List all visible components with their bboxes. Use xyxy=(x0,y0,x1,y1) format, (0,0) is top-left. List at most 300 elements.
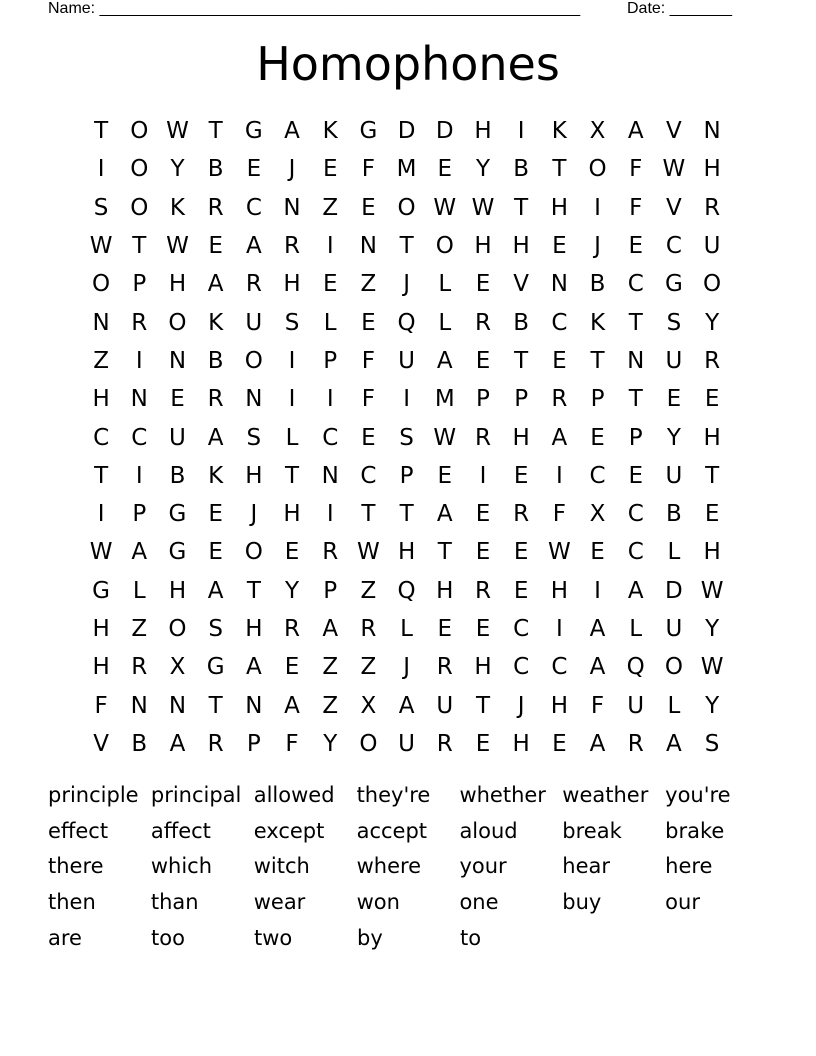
grid-letter: H xyxy=(397,539,416,566)
grid-letter: N xyxy=(550,271,568,298)
grid-row xyxy=(82,189,732,227)
grid-letter: U xyxy=(436,692,454,719)
grid-row xyxy=(82,303,732,341)
grid-letter: L xyxy=(438,309,452,336)
grid-letter: U xyxy=(703,233,721,260)
grid-letter: A xyxy=(589,616,606,642)
grid-letter: E xyxy=(361,194,376,221)
grid-letter: A xyxy=(436,501,453,528)
grid-letter: C xyxy=(322,424,339,451)
grid-letter: Y xyxy=(666,424,681,451)
grid-letter: I xyxy=(555,616,563,642)
grid-letter: U xyxy=(245,309,263,336)
grid-letter: T xyxy=(705,462,720,489)
word-item: allowed xyxy=(253,782,335,807)
grid-letter: L xyxy=(667,692,681,719)
grid-letter: S xyxy=(704,730,720,757)
grid-letter: E xyxy=(437,616,453,642)
grid-letter: G xyxy=(664,271,683,298)
grid-letter: Q xyxy=(397,309,416,336)
grid-letter: E xyxy=(322,156,338,183)
grid-letter: O xyxy=(664,654,683,681)
grid-letter: O xyxy=(359,730,378,757)
grid-row xyxy=(82,725,732,763)
grid-row xyxy=(82,686,732,724)
grid-letter: W xyxy=(662,156,686,183)
grid-letter: Q xyxy=(626,654,645,681)
word-item: weather xyxy=(562,782,649,807)
grid-letter: R xyxy=(436,730,453,757)
grid-letter: E xyxy=(475,616,491,642)
grid-letter: P xyxy=(323,577,338,604)
grid-letter: P xyxy=(323,347,338,374)
word-item: buy xyxy=(562,889,602,914)
grid-letter: O xyxy=(588,156,607,183)
grid-letter: V xyxy=(666,194,682,221)
grid-letter: F xyxy=(629,194,643,221)
grid-letter: C xyxy=(93,424,110,451)
grid-letter: I xyxy=(555,462,563,489)
grid-letter: R xyxy=(474,577,491,604)
grid-letter: W xyxy=(357,539,380,566)
grid-letter: I xyxy=(97,156,105,183)
grid-letter: J xyxy=(594,233,601,260)
grid-letter: T xyxy=(628,386,643,413)
grid-letter: Y xyxy=(705,309,720,336)
grid-letter: K xyxy=(169,194,186,221)
grid-letter: H xyxy=(92,654,110,681)
grid-letter: J xyxy=(288,156,296,183)
grid-letter: O xyxy=(168,616,187,642)
grid-letter: U xyxy=(665,616,683,642)
grid-letter: H xyxy=(474,233,492,260)
grid-row xyxy=(82,380,732,418)
grid-letter: E xyxy=(437,156,453,183)
grid-letter: D xyxy=(435,118,454,145)
grid-letter: N xyxy=(703,118,721,145)
grid-letter: E xyxy=(170,386,185,413)
grid-letter: T xyxy=(628,309,643,336)
grid-letter: H xyxy=(168,271,187,298)
word-item: too xyxy=(151,925,185,950)
grid-letter: C xyxy=(513,654,530,681)
grid-letter: A xyxy=(666,730,682,757)
word-item: by xyxy=(357,925,383,950)
grid-letter: R xyxy=(551,386,568,413)
grid-letter: E xyxy=(208,233,223,260)
grid-letter: O xyxy=(168,309,187,336)
name-label: Name: ______________________________________________________ xyxy=(48,0,581,17)
grid-letter: H xyxy=(550,194,568,221)
grid-letter: G xyxy=(244,118,263,145)
word-item: here xyxy=(665,854,713,879)
word-row xyxy=(48,920,768,956)
grid-letter: B xyxy=(207,347,224,374)
grid-row xyxy=(82,227,732,265)
grid-letter: I xyxy=(288,347,296,374)
grid-letter: R xyxy=(207,386,224,413)
grid-letter: L xyxy=(323,309,337,336)
grid-letter: C xyxy=(627,501,644,528)
grid-letter: T xyxy=(285,462,300,489)
word-item: than xyxy=(150,889,199,914)
grid-letter: U xyxy=(665,462,683,489)
grid-letter: R xyxy=(627,730,644,757)
grid-letter: Y xyxy=(705,692,720,719)
grid-letter: G xyxy=(359,118,378,145)
grid-letter: E xyxy=(322,271,338,298)
grid-letter: H xyxy=(474,118,492,145)
grid-letter: Y xyxy=(475,156,490,183)
grid-letter: A xyxy=(551,424,568,451)
grid-letter: I xyxy=(517,118,525,145)
grid-letter: E xyxy=(284,654,300,681)
grid-letter: F xyxy=(361,156,376,183)
grid-letter: R xyxy=(131,309,148,336)
grid-letter: E xyxy=(552,233,567,260)
grid-letter: W xyxy=(433,424,457,451)
grid-letter: Q xyxy=(397,577,416,604)
grid-letter: F xyxy=(590,692,605,719)
grid-letter: O xyxy=(244,347,263,374)
grid-letter: R xyxy=(360,616,377,642)
word-row xyxy=(48,884,768,920)
grid-letter: G xyxy=(92,577,110,604)
grid-letter: Z xyxy=(322,194,339,221)
grid-letter: O xyxy=(130,118,149,145)
grid-letter: I xyxy=(135,462,143,489)
grid-letter: T xyxy=(94,462,109,489)
grid-letter: R xyxy=(284,233,301,260)
grid-letter: H xyxy=(550,577,568,604)
grid-letter: N xyxy=(168,347,187,374)
grid-letter: Z xyxy=(360,654,377,681)
grid-letter: I xyxy=(479,462,487,489)
grid-letter: B xyxy=(131,730,148,757)
grid-letter: N xyxy=(168,692,187,719)
grid-letter: B xyxy=(589,271,606,298)
grid-letter: H xyxy=(283,271,301,298)
grid-letter: S xyxy=(666,309,682,336)
grid-letter: I xyxy=(288,386,296,413)
grid-letter: A xyxy=(284,118,300,145)
word-item: won xyxy=(356,889,400,914)
grid-letter: V xyxy=(666,118,682,145)
grid-letter: R xyxy=(245,271,262,298)
grid-letter: H xyxy=(474,654,492,681)
grid-letter: W xyxy=(547,539,571,566)
grid-letter: C xyxy=(589,462,606,489)
word-list xyxy=(48,777,768,955)
grid-letter: T xyxy=(399,501,414,528)
grid-letter: E xyxy=(628,233,643,260)
grid-letter: O xyxy=(130,156,149,183)
grid-letter: H xyxy=(92,616,110,642)
grid-letter: Z xyxy=(131,616,148,642)
grid-row xyxy=(82,495,732,533)
grid-letter: P xyxy=(132,501,147,528)
word-item: where xyxy=(356,854,422,879)
grid-letter: E xyxy=(513,539,529,566)
grid-letter: W xyxy=(166,233,189,260)
grid-letter: E xyxy=(475,730,491,757)
grid-letter: E xyxy=(666,386,682,413)
grid-letter: Z xyxy=(360,271,377,298)
grid-letter: T xyxy=(94,118,109,145)
word-item: affect xyxy=(150,818,211,843)
grid-letter: V xyxy=(93,730,109,757)
grid-letter: K xyxy=(208,462,224,489)
grid-letter: E xyxy=(361,309,376,336)
grid-letter: I xyxy=(326,501,334,528)
grid-letter: W xyxy=(700,654,724,681)
grid-letter: O xyxy=(397,194,416,221)
grid-letter: N xyxy=(92,309,110,336)
grid-letter: A xyxy=(207,424,224,451)
grid-letter: Z xyxy=(322,654,339,681)
grid-letter: Z xyxy=(322,692,339,719)
word-item: aloud xyxy=(459,818,518,843)
grid-letter: I xyxy=(403,386,410,413)
grid-letter: C xyxy=(360,462,377,489)
grid-letter: E xyxy=(513,462,529,489)
grid-letter: R xyxy=(513,501,530,528)
grid-letter: L xyxy=(400,616,413,642)
grid-letter: W xyxy=(433,194,457,221)
grid-letter: R xyxy=(704,194,721,221)
grid-letter: N xyxy=(130,692,148,719)
grid-letter: D xyxy=(397,118,416,145)
grid-letter: X xyxy=(589,501,606,528)
grid-letter: J xyxy=(517,692,525,719)
grid-letter: A xyxy=(169,730,186,757)
grid-letter: N xyxy=(321,462,339,489)
word-item: break xyxy=(562,818,622,843)
grid-letter: R xyxy=(131,654,148,681)
grid-letter: A xyxy=(627,118,644,145)
grid-letter: A xyxy=(207,577,224,604)
grid-letter: S xyxy=(246,424,262,451)
grid-letter: T xyxy=(475,692,490,719)
grid-letter: T xyxy=(552,156,567,183)
grid-row xyxy=(82,572,732,610)
grid-letter: Z xyxy=(93,347,109,374)
grid-letter: T xyxy=(361,501,376,528)
grid-letter: P xyxy=(476,386,490,413)
grid-letter: P xyxy=(514,386,529,413)
date-label: Date: _______ xyxy=(627,0,732,17)
grid-letter: H xyxy=(92,386,110,413)
grid-letter: I xyxy=(97,501,105,528)
grid-letter: E xyxy=(437,462,453,489)
grid-letter: G xyxy=(206,654,225,681)
word-item: brake xyxy=(665,818,725,843)
grid-letter: R xyxy=(474,309,491,336)
grid-letter: L xyxy=(132,577,146,604)
page-title: Homophones xyxy=(256,37,560,91)
word-item: one xyxy=(459,889,499,914)
grid-letter: B xyxy=(169,462,186,489)
word-item: two xyxy=(254,925,293,950)
grid-letter: N xyxy=(283,194,301,221)
grid-letter: U xyxy=(398,347,416,374)
grid-letter: N xyxy=(245,386,263,413)
grid-letter: N xyxy=(627,347,645,374)
grid-letter: T xyxy=(437,539,452,566)
grid-letter: A xyxy=(245,233,262,260)
grid-letter: P xyxy=(399,462,414,489)
grid-letter: I xyxy=(594,194,601,221)
grid-letter: F xyxy=(361,386,376,413)
grid-letter: H xyxy=(703,539,721,566)
grid-letter: F xyxy=(285,730,299,757)
grid-row xyxy=(82,457,732,495)
word-item: effect xyxy=(48,818,109,843)
grid-letter: R xyxy=(436,654,453,681)
grid-letter: Y xyxy=(323,730,338,757)
grid-letter: M xyxy=(434,386,455,413)
word-item: except xyxy=(253,818,325,843)
grid-letter: S xyxy=(399,424,414,451)
grid-letter: J xyxy=(403,654,410,681)
worksheet-header xyxy=(48,0,748,20)
grid-letter: O xyxy=(244,539,263,566)
grid-letter: X xyxy=(169,654,186,681)
grid-letter: H xyxy=(436,577,454,604)
grid-letter: E xyxy=(552,730,567,757)
grid-letter: H xyxy=(703,156,721,183)
grid-letter: T xyxy=(514,194,529,221)
grid-letter: L xyxy=(438,271,452,298)
grid-letter: N xyxy=(245,692,263,719)
grid-letter: Z xyxy=(360,577,377,604)
grid-letter: E xyxy=(628,462,643,489)
word-item: are xyxy=(48,925,82,950)
grid-letter: A xyxy=(245,654,262,681)
grid-letter: T xyxy=(514,347,529,374)
word-item: there xyxy=(48,854,104,879)
grid-letter: E xyxy=(208,539,223,566)
grid-letter: R xyxy=(474,424,491,451)
grid-row xyxy=(82,648,732,686)
grid-letter: E xyxy=(513,577,529,604)
grid-letter: A xyxy=(207,271,224,298)
grid-letter: H xyxy=(512,424,530,451)
grid-letter: S xyxy=(284,309,300,336)
grid-letter: U xyxy=(398,730,416,757)
grid-letter: T xyxy=(208,118,223,145)
grid-letter: A xyxy=(398,692,415,719)
grid-letter: H xyxy=(245,616,263,642)
word-item: they're xyxy=(356,782,431,807)
word-row xyxy=(48,813,768,849)
grid-letter: U xyxy=(665,347,683,374)
word-row xyxy=(48,848,768,884)
grid-letter: E xyxy=(475,501,491,528)
grid-letter: R xyxy=(207,730,224,757)
grid-letter: F xyxy=(361,347,376,374)
grid-letter: C xyxy=(551,654,568,681)
grid-letter: S xyxy=(208,616,223,642)
word-item: witch xyxy=(253,854,310,879)
grid-row xyxy=(82,342,732,380)
grid-letter: O xyxy=(703,271,722,298)
grid-letter: A xyxy=(322,616,339,642)
grid-letter: M xyxy=(396,156,417,183)
grid-letter: T xyxy=(246,577,261,604)
grid-letter: P xyxy=(246,730,261,757)
grid-row xyxy=(82,418,732,456)
grid-row xyxy=(82,265,732,303)
grid-letter: T xyxy=(399,233,414,260)
grid-letter: J xyxy=(250,501,258,528)
grid-letter: R xyxy=(284,616,301,642)
grid-letter: I xyxy=(326,233,334,260)
grid-letter: X xyxy=(589,118,606,145)
grid-letter: X xyxy=(360,692,377,719)
grid-letter: E xyxy=(475,539,491,566)
grid-letter: H xyxy=(512,730,530,757)
grid-letter: A xyxy=(131,539,148,566)
word-item: which xyxy=(150,854,213,879)
grid-letter: N xyxy=(130,386,148,413)
grid-letter: Y xyxy=(705,616,720,642)
word-item: to xyxy=(460,925,482,950)
grid-letter: A xyxy=(627,577,644,604)
grid-letter: R xyxy=(322,539,339,566)
grid-letter: O xyxy=(92,271,111,298)
grid-letter: C xyxy=(551,309,568,336)
grid-letter: H xyxy=(245,462,263,489)
grid-letter: H xyxy=(168,577,187,604)
grid-letter: S xyxy=(93,194,109,221)
grid-letter: K xyxy=(208,309,224,336)
word-item: your xyxy=(459,854,507,879)
grid-letter: A xyxy=(589,654,606,681)
grid-letter: E xyxy=(284,539,300,566)
grid-letter: T xyxy=(590,347,605,374)
grid-letter: W xyxy=(89,539,113,566)
grid-letter: B xyxy=(513,309,530,336)
grid-letter: O xyxy=(435,233,454,260)
grid-letter: F xyxy=(629,156,643,183)
grid-letter: F xyxy=(552,501,566,528)
grid-letter: W xyxy=(89,233,113,260)
grid-letter: E xyxy=(361,424,376,451)
grid-letter: E xyxy=(590,424,605,451)
grid-letter: O xyxy=(130,194,149,221)
word-item: you're xyxy=(665,782,731,807)
word-item: wear xyxy=(253,889,306,914)
grid-letter: T xyxy=(208,692,223,719)
grid-row xyxy=(82,533,732,571)
grid-letter: P xyxy=(590,386,605,413)
letter-grid xyxy=(82,112,732,763)
grid-letter: R xyxy=(704,347,721,374)
grid-letter: P xyxy=(132,271,147,298)
grid-letter: G xyxy=(168,539,187,566)
grid-letter: I xyxy=(326,386,334,413)
grid-letter: C xyxy=(627,271,644,298)
grid-row xyxy=(82,112,732,150)
word-item: principle xyxy=(48,782,139,807)
grid-letter: I xyxy=(594,577,601,604)
grid-letter: U xyxy=(169,424,186,451)
grid-letter: A xyxy=(284,692,300,719)
word-item: whether xyxy=(459,782,546,807)
grid-letter: T xyxy=(132,233,147,260)
grid-letter: E xyxy=(552,347,567,374)
